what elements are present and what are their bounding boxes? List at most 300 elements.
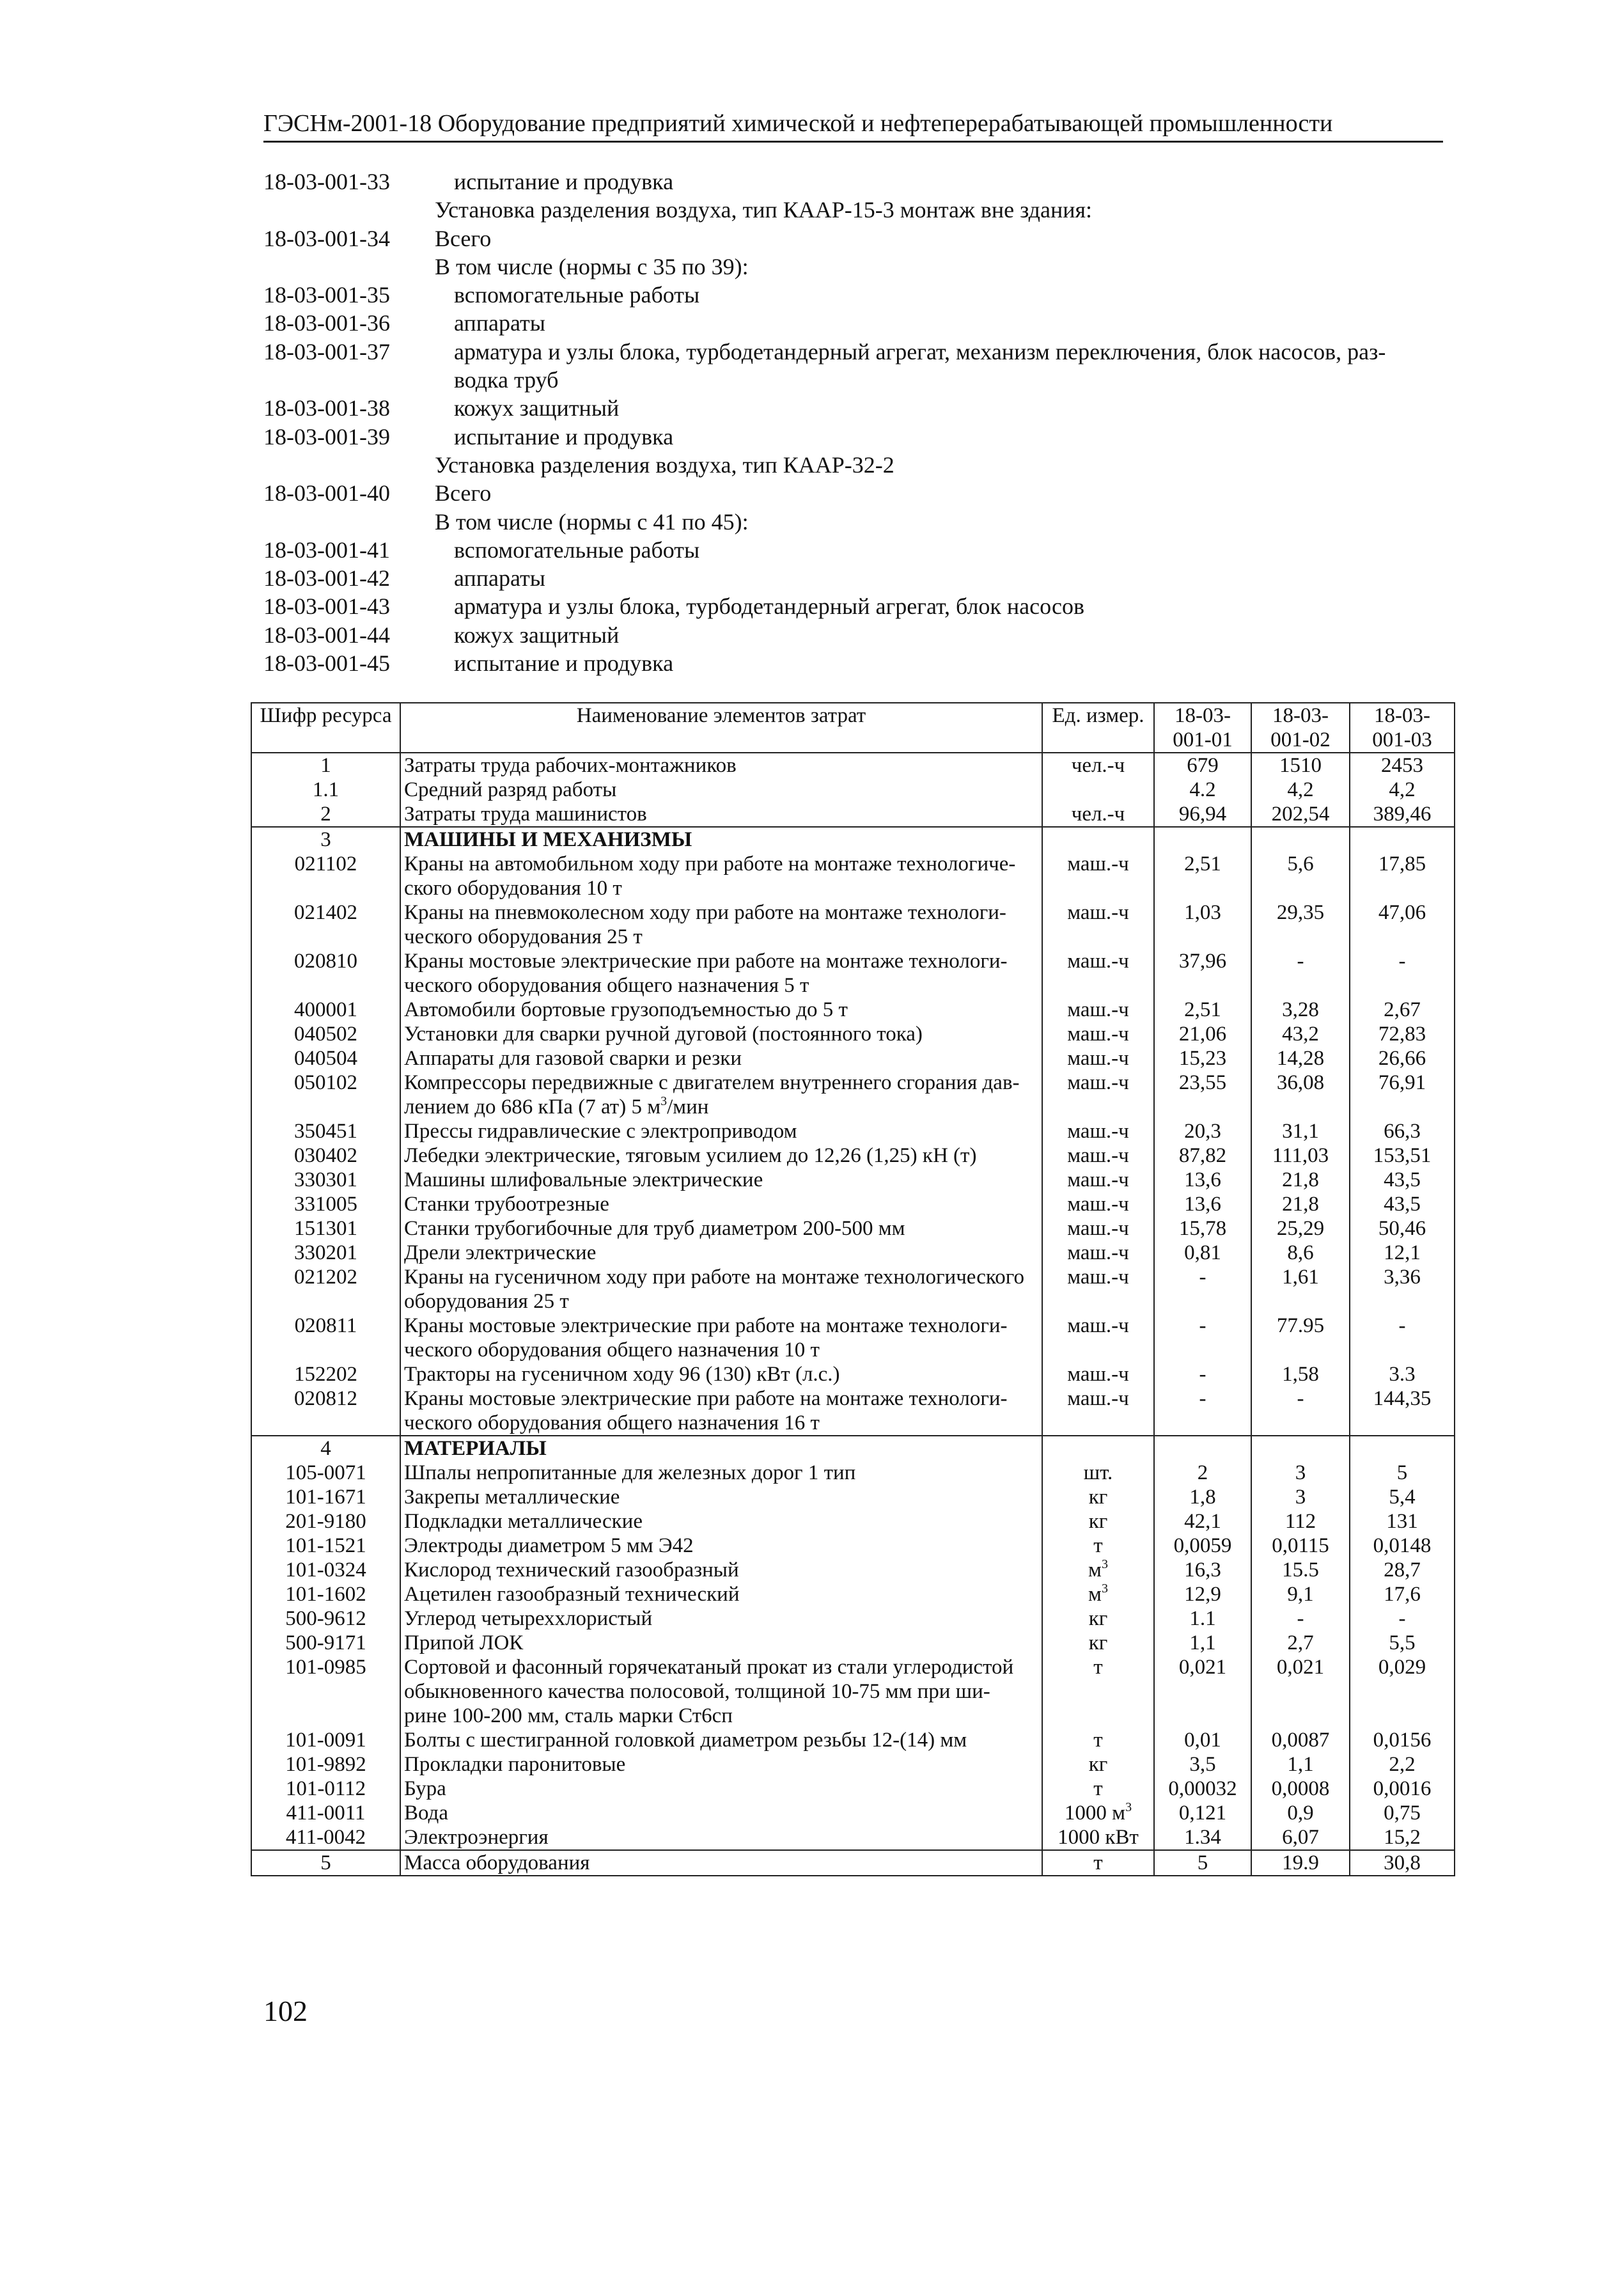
col-header-unit: Ед. измер.	[1042, 703, 1154, 753]
norm-code: 18-03-001-33	[263, 169, 390, 194]
norm-description: испытание и продувка	[454, 169, 674, 194]
list-item	[263, 451, 1465, 479]
unit-of-measure: чел.-ч	[1042, 753, 1154, 778]
norm-value-2: 2,7	[1251, 1631, 1350, 1655]
resource-code: 101-0324	[251, 1558, 400, 1582]
resource-name-line: Кислород технический газообразный	[404, 1558, 739, 1582]
resource-code: 021202	[251, 1265, 400, 1314]
norm-value-3: -	[1350, 1314, 1455, 1362]
resource-name	[400, 1216, 1042, 1241]
resource-name	[400, 1655, 1042, 1728]
resource-name	[400, 1582, 1042, 1606]
unit-of-measure: чел.-ч	[1042, 802, 1154, 827]
resource-name-line: Бура	[404, 1777, 446, 1800]
resource-name-line: Затраты труда машинистов	[404, 803, 647, 826]
resource-code: 201-9180	[251, 1509, 400, 1534]
norm-value-2: 15.5	[1251, 1558, 1350, 1582]
norm-value-1: 5	[1154, 1850, 1251, 1876]
resource-name-line: Болты с шестигранной головкой диаметром резьбы 12-(14) мм	[404, 1729, 967, 1752]
norm-description: арматура и узлы блока, турбодетандерный агрегат, блок насосов	[454, 593, 1084, 620]
list-item	[263, 564, 1465, 592]
norm-value-2: -	[1251, 949, 1350, 998]
resource-name-line: Масса оборудования	[404, 1851, 590, 1874]
norm-value-3: 17,85	[1350, 852, 1455, 900]
norm-value-1: 4.2	[1154, 778, 1251, 802]
table-row	[251, 852, 1455, 900]
unit-of-measure	[1042, 778, 1154, 802]
norm-description: Установка разделения воздуха, тип КААР-15-3 монтаж вне здания:	[435, 197, 1093, 223]
resource-code: 040502	[251, 1022, 400, 1046]
unit-of-measure: маш.-ч	[1042, 1168, 1154, 1192]
norm-value-1: 15,23	[1154, 1046, 1251, 1071]
resource-name	[400, 1461, 1042, 1485]
norm-value-3: 0,75	[1350, 1801, 1455, 1825]
norm-value-2: 5,6	[1251, 852, 1350, 900]
resource-name	[400, 1801, 1042, 1825]
norm-value-3: 131	[1350, 1509, 1455, 1534]
table-row	[251, 778, 1455, 802]
resource-name-line: Сортовой и фасонный горячекатаный прокат из стали углеродистой	[404, 1656, 1014, 1679]
norm-value-2: 1,1	[1251, 1752, 1350, 1777]
resource-name	[400, 1534, 1042, 1558]
norm-description: Всего	[435, 480, 492, 506]
norm-value-2: 0,0087	[1251, 1728, 1350, 1752]
resource-name-line: Средний разряд работы	[404, 778, 617, 801]
norm-value-3: -	[1350, 1606, 1455, 1631]
resource-name-line: рине 100-200 мм, сталь марки Ст6сп	[404, 1704, 733, 1727]
norm-value-3	[1350, 1436, 1455, 1461]
list-item	[263, 394, 1465, 422]
resource-name-line: Вода	[404, 1802, 448, 1825]
unit-of-measure: 1000 кВт	[1042, 1825, 1154, 1850]
table-body	[251, 753, 1455, 1876]
table-row	[251, 1655, 1455, 1728]
unit-of-measure: маш.-ч	[1042, 1143, 1154, 1168]
norm-value-1: -	[1154, 1362, 1251, 1386]
norm-code: 18-03-001-36	[263, 310, 390, 336]
norm-value-1: 1,03	[1154, 900, 1251, 949]
table-row	[251, 1850, 1455, 1876]
resource-code: 101-0985	[251, 1655, 400, 1728]
unit-of-measure: маш.-ч	[1042, 1314, 1154, 1362]
resource-code: 101-1521	[251, 1534, 400, 1558]
resource-name-line: Затраты труда рабочих-монтажников	[404, 754, 737, 777]
resource-name-line: ческого оборудования 25 т	[404, 925, 643, 948]
table-row	[251, 1119, 1455, 1143]
unit-of-measure: маш.-ч	[1042, 1022, 1154, 1046]
unit-of-measure: кг	[1042, 1752, 1154, 1777]
resource-name-line: Прокладки паронитовые	[404, 1753, 626, 1776]
norm-value-1: 20,3	[1154, 1119, 1251, 1143]
resource-name	[400, 900, 1042, 949]
section-title	[400, 827, 1042, 852]
resource-code: 330301	[251, 1168, 400, 1192]
table-row	[251, 1265, 1455, 1314]
norm-value-3: 3,36	[1350, 1265, 1455, 1314]
list-item	[263, 536, 1465, 564]
norm-code: 18-03-001-40	[263, 480, 390, 506]
table-row	[251, 1777, 1455, 1801]
resource-name	[400, 1046, 1042, 1071]
norm-value-2: 21,8	[1251, 1168, 1350, 1192]
unit-of-measure: шт.	[1042, 1461, 1154, 1485]
unit-of-measure: маш.-ч	[1042, 1119, 1154, 1143]
norm-value-3: 5,4	[1350, 1485, 1455, 1509]
norm-value-2: 0,021	[1251, 1655, 1350, 1728]
resource-name	[400, 1631, 1042, 1655]
norm-value-2: 3,28	[1251, 998, 1350, 1022]
norm-value-1: 42,1	[1154, 1509, 1251, 1534]
resource-code: 330201	[251, 1241, 400, 1265]
list-item	[263, 592, 1465, 620]
norm-value-1: 2,51	[1154, 852, 1251, 900]
norm-value-3: 50,46	[1350, 1216, 1455, 1241]
resource-name	[400, 1509, 1042, 1534]
resource-code: 411-0042	[251, 1825, 400, 1850]
norm-value-1: 87,82	[1154, 1143, 1251, 1168]
unit-of-measure: кг	[1042, 1606, 1154, 1631]
resource-name-line: Аппараты для газовой сварки и резки	[404, 1047, 742, 1070]
norm-code: 18-03-001-41	[263, 537, 390, 563]
unit-of-measure: $м^3$	[1042, 1558, 1154, 1582]
resource-name-line: МАШИНЫ И МЕХАНИЗМЫ	[404, 828, 692, 851]
table-row	[251, 1582, 1455, 1606]
norm-value-3: 2,2	[1350, 1752, 1455, 1777]
norm-code: 18-03-001-42	[263, 565, 390, 592]
unit-of-measure: маш.-ч	[1042, 1192, 1154, 1216]
norm-code: 18-03-001-38	[263, 395, 390, 421]
norm-value-3: 4,2	[1350, 778, 1455, 802]
resource-name	[400, 1728, 1042, 1752]
norm-value-1: 96,94	[1154, 802, 1251, 827]
resource-name-line: Подкладки металлические	[404, 1510, 643, 1533]
unit-of-measure: маш.-ч	[1042, 1071, 1154, 1119]
table-row	[251, 998, 1455, 1022]
resource-name-line: Краны мостовые электрические при работе на монтаже технологи-	[404, 950, 1008, 973]
norm-value-3: 17,6	[1350, 1582, 1455, 1606]
norm-value-1: 0,021	[1154, 1655, 1251, 1728]
unit-of-measure: маш.-ч	[1042, 1265, 1154, 1314]
resource-code: 411-0011	[251, 1801, 400, 1825]
norm-value-3: -	[1350, 949, 1455, 998]
resource-code: 021102	[251, 852, 400, 900]
norm-value-1: 1.34	[1154, 1825, 1251, 1850]
resource-name	[400, 1119, 1042, 1143]
norm-value-3: 3.3	[1350, 1362, 1455, 1386]
page-number: 102	[263, 1995, 308, 2027]
list-item	[263, 338, 1465, 366]
table-row	[251, 827, 1455, 852]
unit-of-measure: маш.-ч	[1042, 1241, 1154, 1265]
table-row	[251, 1168, 1455, 1192]
norm-value-1: 679	[1154, 753, 1251, 778]
norm-value-2: 43,2	[1251, 1022, 1350, 1046]
norm-value-1: 15,78	[1154, 1216, 1251, 1241]
unit-of-measure: маш.-ч	[1042, 1386, 1154, 1436]
resource-name-line: Станки трубогибочные для труб диаметром 200-500 мм	[404, 1217, 905, 1240]
norm-value-3: 43,5	[1350, 1168, 1455, 1192]
section-title	[400, 1436, 1042, 1461]
norm-description: испытание и продувка	[454, 650, 674, 677]
norm-value-2: 1510	[1251, 753, 1350, 778]
norm-value-2: 3	[1251, 1485, 1350, 1509]
resource-code: 040504	[251, 1046, 400, 1071]
norm-value-3: 47,06	[1350, 900, 1455, 949]
resource-name-line: Дрели электрические	[404, 1241, 597, 1264]
norm-value-1: 12,9	[1154, 1582, 1251, 1606]
norm-value-2: 1,58	[1251, 1362, 1350, 1386]
norm-description: аппараты	[454, 565, 545, 592]
norm-code-list	[263, 168, 1465, 677]
resource-code: 1	[251, 753, 400, 778]
resource-code: 101-1602	[251, 1582, 400, 1606]
table-row	[251, 1071, 1455, 1119]
norm-value-1: 0,121	[1154, 1801, 1251, 1825]
resource-name-line: обыкновенного качества полосовой, толщиной 10-75 мм при ши-	[404, 1680, 990, 1703]
resource-name-line: Краны на пневмоколесном ходу при работе на монтаже технологи-	[404, 901, 1006, 924]
norm-value-2: 8,6	[1251, 1241, 1350, 1265]
norm-value-1: -	[1154, 1265, 1251, 1314]
resource-name-line: Углерод четыреххлористый	[404, 1607, 653, 1630]
resource-name-line: МАТЕРИАЛЫ	[404, 1437, 547, 1460]
table-row	[251, 1192, 1455, 1216]
resource-code: 105-0071	[251, 1461, 400, 1485]
resource-code: 350451	[251, 1119, 400, 1143]
list-item	[263, 196, 1465, 224]
norm-value-1: 0,00032	[1154, 1777, 1251, 1801]
resource-name	[400, 998, 1042, 1022]
resource-code: 4	[251, 1436, 400, 1461]
table-row	[251, 1606, 1455, 1631]
resource-code: 400001	[251, 998, 400, 1022]
list-item	[263, 423, 1465, 451]
norm-value-3: 0,0148	[1350, 1534, 1455, 1558]
table-row	[251, 1241, 1455, 1265]
resource-name-line: ского оборудования 10 т	[404, 877, 622, 900]
resource-name-line: Тракторы на гусеничном ходу 96 (130) кВт (л.с.)	[404, 1363, 840, 1386]
norm-value-3: 28,7	[1350, 1558, 1455, 1582]
resource-name	[400, 1071, 1042, 1119]
norm-value-1: 0,0059	[1154, 1534, 1251, 1558]
norm-value-3: 5	[1350, 1461, 1455, 1485]
norm-value-2: 14,28	[1251, 1046, 1350, 1071]
resource-code: 050102	[251, 1071, 400, 1119]
norm-value-1: 23,55	[1154, 1071, 1251, 1119]
col-header-norm-1: 18-03- 001-01	[1154, 703, 1251, 753]
resource-name-line: Закрепы металлические	[404, 1486, 620, 1509]
resource-name	[400, 1022, 1042, 1046]
norm-code: 18-03-001-37	[263, 338, 390, 365]
resource-name	[400, 1850, 1042, 1876]
list-item	[263, 621, 1465, 649]
norm-value-1: 2	[1154, 1461, 1251, 1485]
norm-value-2: 4,2	[1251, 778, 1350, 802]
resource-code: 151301	[251, 1216, 400, 1241]
unit-of-measure: кг	[1042, 1485, 1154, 1509]
norm-value-3: 15,2	[1350, 1825, 1455, 1850]
table-row	[251, 1386, 1455, 1436]
list-item	[263, 508, 1465, 536]
norm-value-1: -	[1154, 1314, 1251, 1362]
resource-code: 021402	[251, 900, 400, 949]
norm-value-2: 21,8	[1251, 1192, 1350, 1216]
table-row	[251, 1022, 1455, 1046]
norm-value-1: 2,51	[1154, 998, 1251, 1022]
resource-code: 030402	[251, 1143, 400, 1168]
norm-value-1: 3,5	[1154, 1752, 1251, 1777]
norm-value-1: 13,6	[1154, 1168, 1251, 1192]
unit-of-measure: маш.-ч	[1042, 852, 1154, 900]
resource-name	[400, 802, 1042, 827]
table-row	[251, 1314, 1455, 1362]
col-header-code: Шифр ресурса	[251, 703, 400, 753]
table-row	[251, 1752, 1455, 1777]
resource-name	[400, 753, 1042, 778]
resource-name-line: Шпалы непропитанные для железных дорог 1 тип	[404, 1461, 856, 1484]
table-row	[251, 1362, 1455, 1386]
unit-of-measure: кг	[1042, 1509, 1154, 1534]
norm-value-3: 5,5	[1350, 1631, 1455, 1655]
resource-name-line: оборудования 25 т	[404, 1290, 569, 1313]
col-header-name: Наименование элементов затрат	[400, 703, 1042, 753]
resource-code: 101-0112	[251, 1777, 400, 1801]
list-item	[263, 281, 1465, 309]
resource-code: 152202	[251, 1362, 400, 1386]
norm-value-2: 112	[1251, 1509, 1350, 1534]
resource-code: 020812	[251, 1386, 400, 1436]
table-row	[251, 1728, 1455, 1752]
list-item	[263, 168, 1465, 196]
unit-of-measure: маш.-ч	[1042, 1046, 1154, 1071]
resource-code: 5	[251, 1850, 400, 1876]
norm-value-2: 3	[1251, 1461, 1350, 1485]
table-row	[251, 1436, 1455, 1461]
norm-value-3: 144,35	[1350, 1386, 1455, 1436]
norm-value-2: 25,29	[1251, 1216, 1350, 1241]
table-row	[251, 1631, 1455, 1655]
resource-name-line: Электроэнергия	[404, 1826, 549, 1849]
table-row	[251, 1558, 1455, 1582]
resource-name	[400, 778, 1042, 802]
norm-value-3: 66,3	[1350, 1119, 1455, 1143]
norm-value-2: -	[1251, 1386, 1350, 1436]
resource-name-line: ческого оборудования общего назначения 5 т	[404, 974, 809, 997]
norm-code: 18-03-001-39	[263, 423, 390, 450]
resource-code: 2	[251, 802, 400, 827]
table-row	[251, 1046, 1455, 1071]
norm-description: В том числе (нормы с 35 по 39):	[435, 253, 749, 279]
list-item	[263, 309, 1465, 337]
norm-value-2: 0,9	[1251, 1801, 1350, 1825]
unit-of-measure: т	[1042, 1728, 1154, 1752]
resource-name-line: Автомобили бортовые грузоподъемностью до 5 т	[404, 998, 848, 1021]
resource-name-line: Установки для сварки ручной дуговой (постоянного тока)	[404, 1023, 923, 1046]
table-row	[251, 1534, 1455, 1558]
resource-name	[400, 1241, 1042, 1265]
unit-of-measure: маш.-ч	[1042, 949, 1154, 998]
table-row	[251, 1485, 1455, 1509]
norm-value-1: -	[1154, 1386, 1251, 1436]
list-item	[263, 649, 1465, 677]
norm-value-2: 1,61	[1251, 1265, 1350, 1314]
norm-code: 18-03-001-34	[263, 225, 390, 251]
resource-name	[400, 1777, 1042, 1801]
table-row	[251, 900, 1455, 949]
norm-value-2: 6,07	[1251, 1825, 1350, 1850]
norm-value-3	[1350, 827, 1455, 852]
norm-value-2: 202,54	[1251, 802, 1350, 827]
unit-of-measure: т	[1042, 1850, 1154, 1876]
resource-norms-table	[251, 702, 1455, 1876]
norm-description: В том числе (нормы с 41 по 45):	[435, 508, 749, 535]
table-row	[251, 753, 1455, 778]
norm-value-2: 29,35	[1251, 900, 1350, 949]
table-row	[251, 1143, 1455, 1168]
resource-name-line: Прессы гидравлические с электроприводом	[404, 1120, 797, 1143]
norm-value-1	[1154, 827, 1251, 852]
unit-of-measure: маш.-ч	[1042, 1216, 1154, 1241]
list-item	[263, 366, 1465, 394]
norm-value-2: 31,1	[1251, 1119, 1350, 1143]
resource-name-line: Припой ЛОК	[404, 1631, 524, 1654]
norm-code: 18-03-001-45	[263, 650, 390, 677]
resource-name-line: ческого оборудования общего назначения 10 т	[404, 1339, 820, 1362]
resource-code: 020810	[251, 949, 400, 998]
table-row	[251, 802, 1455, 827]
resource-name-line: Машины шлифовальные электрические	[404, 1168, 763, 1191]
norm-value-1	[1154, 1436, 1251, 1461]
norm-value-3: 76,91	[1350, 1071, 1455, 1119]
norm-value-2: 36,08	[1251, 1071, 1350, 1119]
norm-code: 18-03-001-44	[263, 622, 390, 648]
norm-value-1: 1,8	[1154, 1485, 1251, 1509]
resource-name	[400, 1606, 1042, 1631]
unit-of-measure: $м^3$	[1042, 1582, 1154, 1606]
page-header	[263, 107, 1443, 143]
norm-value-1: 1,1	[1154, 1631, 1251, 1655]
resource-name-line: Краны на автомобильном ходу при работе на монтаже технологиче-	[404, 852, 1016, 875]
norm-description: аппараты	[454, 310, 545, 336]
unit-of-measure: маш.-ч	[1042, 998, 1154, 1022]
norm-value-2: 111,03	[1251, 1143, 1350, 1168]
norm-value-3: 153,51	[1350, 1143, 1455, 1168]
unit-of-measure: 1000 $м^3$	[1042, 1801, 1154, 1825]
norm-description: кожух защитный	[454, 622, 620, 648]
list-item	[263, 224, 1465, 253]
unit-of-measure	[1042, 1436, 1154, 1461]
norm-value-1: 16,3	[1154, 1558, 1251, 1582]
norm-description: водка труб	[454, 367, 559, 393]
resource-name	[400, 1485, 1042, 1509]
resource-code: 331005	[251, 1192, 400, 1216]
resource-name	[400, 1386, 1042, 1436]
resource-name-line: Краны мостовые электрические при работе на монтаже технологи-	[404, 1314, 1008, 1337]
resource-name	[400, 1825, 1042, 1850]
resource-code: 500-9171	[251, 1631, 400, 1655]
unit-of-measure	[1042, 827, 1154, 852]
norm-description: арматура и узлы блока, турбодетандерный агрегат, механизм переключения, блок насосов, раз-	[454, 338, 1386, 365]
norm-value-1: 21,06	[1154, 1022, 1251, 1046]
norm-code: 18-03-001-35	[263, 282, 390, 308]
resource-code: 500-9612	[251, 1606, 400, 1631]
norm-value-3: 30,8	[1350, 1850, 1455, 1876]
norm-value-1: 13,6	[1154, 1192, 1251, 1216]
table-row	[251, 1825, 1455, 1850]
resource-name-line: лением до 686 кПа (7 ат) 5 $м^3$/мин	[404, 1094, 709, 1119]
table-row	[251, 1801, 1455, 1825]
resource-code: 020811	[251, 1314, 400, 1362]
norm-description: Установка разделения воздуха, тип КААР-32-2	[435, 451, 894, 478]
